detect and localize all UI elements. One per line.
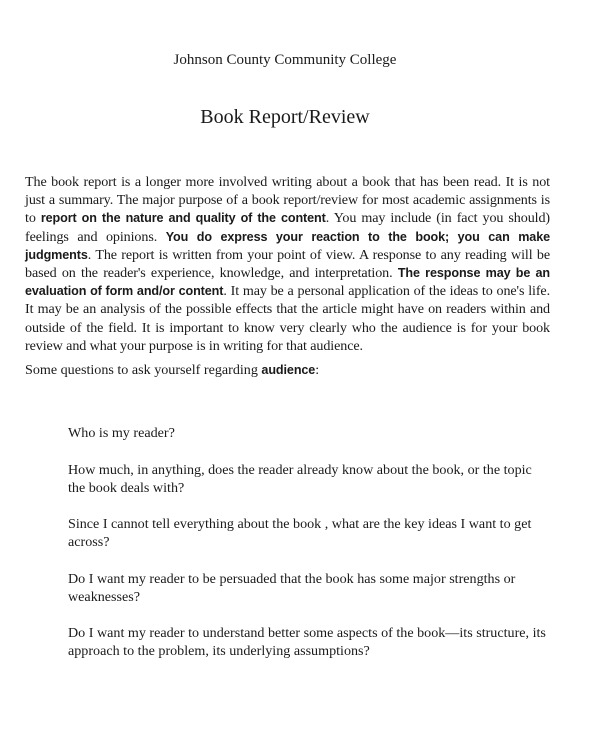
intro-emphasis: report on the nature and quality of the content — [40, 211, 326, 226]
question-item: Do I want my reader to understand better some aspects of the book—its structure, its approach to the problem, its underlying assumptions? — [68, 625, 546, 659]
intro-text: . You may include (in fact you should) feelings and opinions. — [25, 210, 551, 245]
question-list — [68, 424, 548, 679]
question-item: Do I want my reader to be persuaded that the book has some major strengths or weaknesses? — [68, 570, 516, 605]
question-item: Since I cannot tell everything about the book , what are the key ideas I want to get across? — [68, 516, 532, 550]
intro-emphasis: You do express your reaction to the book; you can make judgments — [25, 229, 551, 262]
question-item: Who is my reader? — [68, 425, 175, 441]
audience-lead-colon: : — [315, 362, 320, 378]
document-title: Book Report/Review — [200, 106, 370, 128]
intro-emphasis: The response may be an evaluation of form and/or content — [25, 266, 550, 299]
intro-text: The book report is a longer more involved writing about a book that has been read. It is not just a summary. The major purpose of a book report/review for most academic assignments is to — [25, 174, 550, 227]
audience-keyword: audience — [261, 363, 316, 377]
intro-text: . The report is written from your point of view. A response to any reading will be based on the reader's experience, knowledge, and interpretation. — [25, 246, 550, 282]
intro-paragraph — [25, 173, 550, 355]
intro-text: . It may be a personal application of the ideas to one's life. It may be an analysis of the possible effects that the article might have on readers within and outside of the field. It is important to know very clearly who the audience is for your book review and what your purpose is in writing for that audience. — [25, 283, 550, 354]
question-item: How much, in anything, does the reader already know about the book, or the topic the book deals with? — [68, 461, 532, 496]
audience-lead — [25, 361, 550, 379]
college-name: Johnson County Community College — [173, 52, 397, 68]
audience-lead-text: Some questions to ask yourself regarding — [25, 362, 262, 378]
